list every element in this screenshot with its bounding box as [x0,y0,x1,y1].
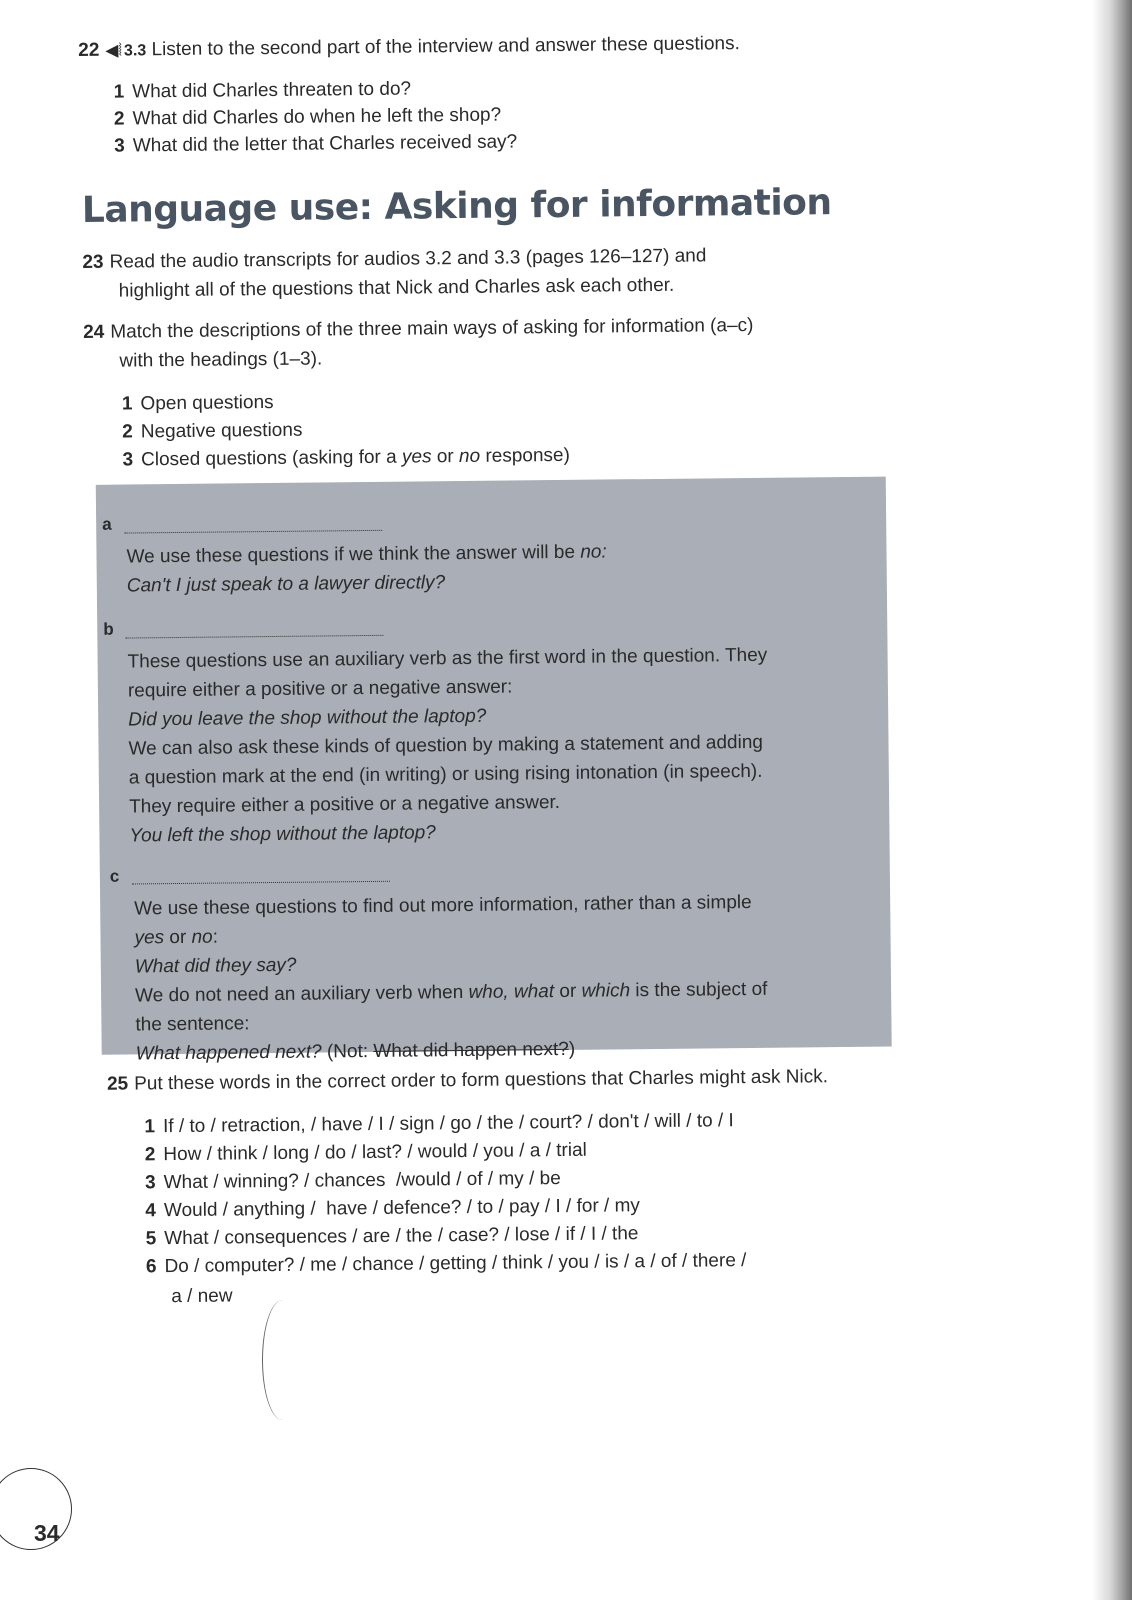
box-letter-c: c [109,866,120,886]
audio-speaker-icon[interactable]: ◀⦚ [105,40,123,60]
section-title: Language use: Asking for information [81,182,832,231]
box-c-line3: We do not need an auxiliary verb when who, what or which is the subject of [135,978,768,1007]
exercise-24-instruction-line2: with the headings (1–3). [119,348,323,372]
exercise-22-item-2: 2 What did Charles do when he left the shop? [113,104,502,130]
box-c-example2: What happened next? (Not: What did happen next?) [135,1038,576,1065]
box-b-line5: They require either a positive or a negative answer. [129,791,561,818]
heading-2-negative-questions: 2 Negative questions [122,419,303,443]
exercise-22-instruction: 22 ◀⦚ 3.3 Listen to the second part of the interview and answer these questions. [78,31,740,65]
box-c-line2: yes or no: [134,926,219,949]
exercise-25-item-1: 1 If / to / retraction, / have / I / sign / go / the / court? / don't / will / to / I [144,1110,734,1138]
box-a-example: Can't I just speak to a lawyer directly? [126,572,446,597]
grammar-box [96,477,892,1065]
heading-3-closed-questions: 3 Closed questions (asking for a yes or no response) [122,444,570,471]
page-content [78,21,893,1308]
exercise-25-instruction: 25 Put these words in the correct order to form questions that Charles might ask Nick. [106,1066,829,1095]
box-b-example1: Did you leave the shop without the laptop? [128,705,487,731]
exercise-25-item-6: 6 Do / computer? / me / chance / getting / think / you / is / a / of / there / [145,1250,747,1278]
exercise-23-instruction: 23 Read the audio transcripts for audios 3.2 and 3.3 (pages 126–127) and [82,245,707,273]
exercise-22-item-3: 3 What did the letter that Charles received say? [114,131,518,157]
heading-1-open-questions: 1 Open questions [121,391,274,415]
box-a-description: We use these questions if we think the answer will be no: [126,541,607,568]
exercise-22-item-1: 1 What did Charles threaten to do? [113,78,412,103]
answer-blank-b[interactable] [125,635,383,639]
box-c-line4: the sentence: [135,1013,250,1036]
stray-pen-mark [262,1300,303,1420]
box-letter-b: b [103,619,114,639]
box-c-line1: We use these questions to find out more information, rather than a simple [134,891,752,920]
exercise-25-item-5: 5 What / consequences / are / the / case? / lose / if / I / the [145,1223,639,1250]
box-b-line1: These questions use an auxiliary verb as the first word in the question. They [127,644,768,673]
exercise-25-item-6-cont: a / new [171,1285,233,1308]
exercise-25-item-3: 3 What / winning? / chances /would / of / my / be [144,1168,561,1194]
box-b-line4: a question mark at the end (in writing) or using rising intonation (in speech). [128,760,763,789]
answer-blank-c[interactable] [132,881,390,885]
box-b-line3: We can also ask these kinds of question by making a statement and adding [128,731,764,760]
exercise-24-instruction: 24 Match the descriptions of the three main ways of asking for information (a–c) [83,314,754,343]
page-edge-shadow [1092,0,1132,1600]
exercise-23-instruction-line2: highlight all of the questions that Nick and Charles ask each other. [118,274,675,302]
box-c-example1: What did they say? [134,954,297,978]
answer-blank-a[interactable] [124,530,382,534]
exercise-25-item-2: 2 How / think / long / do / last? / would / you / a / trial [144,1139,587,1166]
exercise-25-item-4: 4 Would / anything / have / defence? / to / pay / I / for / my [145,1195,640,1222]
box-b-line2: require either a positive or a negative answer: [127,676,513,702]
box-letter-a: a [102,514,112,534]
box-b-example2: You left the shop without the laptop? [129,822,436,847]
page-number: 34 [34,1520,60,1546]
